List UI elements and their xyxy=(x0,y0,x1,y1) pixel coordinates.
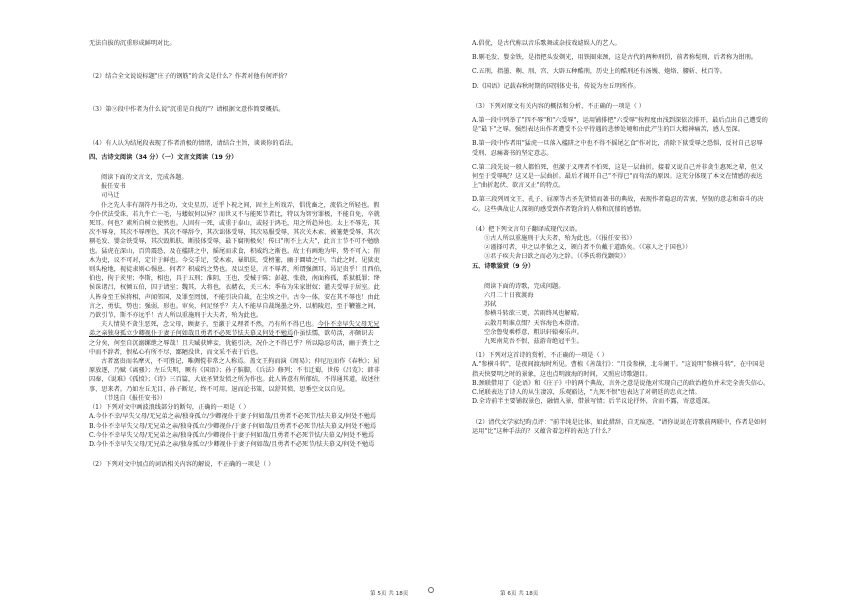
option-a[interactable]: A.第一段中列举了"四不辱"和"六受辱"，运用铺排把"六受辱"按程度由浅到深依次排开，最后点出自己遭受的 xyxy=(472,117,768,125)
poem-line: 云散月明谁点缀？天容海色本澄清。 xyxy=(484,319,583,327)
option-b[interactable]: B.今仆不幸早失父母/无兄弟之亲/独身孤立/少卿视仆/于妻子何如哉/且勇者不必死节/怯夫慕义/何处不勉焉 xyxy=(89,422,377,430)
page-number-right: 第 6页 共 18页 xyxy=(500,591,539,597)
option-a[interactable]: A."参横斗转"，是夜间渡海时所见。曹植《善哉行》："月没参横，北斗阑干。"这说明"参横斗转"，在中国是 xyxy=(472,361,765,369)
paragraph-3: 古者富贵而名摩灭，不可胜记，唯倜傥非常之人称焉。盖文王拘而演《周易》；仲尼厄而作《春秋》；屈 原放逐，乃赋《离骚》；左丘失明，厥有《国语》；孙子膑脚，《兵法》修列；不韦迁蜀，世传《吕览》；韩非 囚秦，《说难》《孤愤》；《诗》三百篇，大底圣贤发愤之所为作也。此人皆意有所郁结，不得通其道，故述往 事、思来者。乃如左丘无目，孙子断足，终不可用，退而论书策，以舒其愤，思垂空文以自见。 xyxy=(89,358,380,393)
question-4: （4）把下列文言句子翻译成现代汉语。 xyxy=(472,225,582,233)
page-number-left: 第 5页 共 18页 xyxy=(370,591,409,597)
section-heading-5: 五、诗歌鉴赏（9 分） xyxy=(472,262,535,270)
poem-instruction: 阅读下面的诗歌，完成问题。 xyxy=(484,282,565,290)
reading-instruction: 阅读下面的文言文，完成各题。 xyxy=(101,174,188,182)
poem-question-2: （2）清代文学家纪昀点评："前半纯是比体，如此措辞，自无痕迹。"请你说说在诗歌前两联中，作者是如何 xyxy=(472,418,767,426)
poem-line: 空余鲁叟乘桴意，粗识轩辕奏乐声。 xyxy=(484,328,583,336)
wavy-underlined-text: 今仆不幸早失父母无兄 xyxy=(317,321,380,329)
option-d[interactable]: D.全诗前半主要铺叙景色，融情入景，借景写情；后半议论抒怀，含而不露，寄意遥深。 xyxy=(472,398,714,406)
option-d[interactable]: D.《国语》记载春秋时期的国别体史书，传说为左丘明所作。 xyxy=(472,82,640,90)
question-1: （1）下列对文中画波浪线部分的断句，正确的一项是（ ） xyxy=(89,404,250,412)
right-page: A.倡优，是古代称以音乐歌舞或杂技戏谑娱人的艺人。 B.剔毛发、婴金铁，是指把头发剃光，用铁圈束颈，这是古代的两种刑罚，前者称髡刑，后者称为钳刑。 C.五刑，指墨、劓、刖、宫、大辟五种酷刑，历史上的酷刑还有汤镬、炮烙、腰斩、杖百等。 D.《国语》记载春秋时期的国别体史书，传说为左丘明所作。 （3）下列对原文有关内容的概括和分析，不正确的一项是（ ） A.第一段中列举了"四不辱"和"六受辱"，运用铺排把"六受辱"按程度由浅到深依次排开，最后点出自己遭受的 是"最下"之辱。强烈表达出作者遭受不公平待遇的悲惨处境和由此产生的巨大精神痛苦，感人至深。 B.第一段中作者用"猛虎一旦落入槛阱之中也不得不摇尾乞食"作对比，消除下狱受辱之恐惧，反衬自己忍辱 受刑、忍痛著书的坚定意志。 C.第二段先说一般人都怕死，但激于义理者不怕死，这是一层曲折。接着又说自己并非贪生惠死之辈，但又 何至于受辱呢？这又是一层曲折。最后才揭开自己"不得已"而苟活的原因。这充分体现了本文在情感的表达 上"曲折起伏、欲言又止"的特点。 D.第三段列周文王、孔子、屈原等古圣先贤愤而著书的典故，表现作者隐忍的苦衷、坚韧的意志和奋斗的决 心。这些典故让人深刻的感受到作者饱含的人格和沉郁的感情。 （4）把下列文言句子翻译成现代汉语。 ①古人所以重施刑于大夫者，殆为此也。（《报任安书》） ②谨择可者，申之以孝悌之义，颁白者不负戴于道路矣。（《寡人之于国也》） ③君子疾夫舍曰欲之而必为之辞。（《季氏将伐颛臾》） 五、诗歌鉴赏（9 分） 阅读下面的诗歌，完成问题。 六月二十日夜渡海 苏轼 参横斗转欲三更，苦雨终风也解晴。 云散月明谁点缀？天容海色本澄清。 空余鲁叟乘桴意，粗识轩辕奏乐声。 九死南荒吾不恨，兹游奇绝冠平生。 （1）下列对这首诗的赏析，不正确的一项是（ ） A."参横斗转"，是夜间渡海时所见。曹植《善哉行》："月没参横，北斗阑干。"这说明"参横斗转"，在中国是 指天快要明之时的景象，这也点明渡海的时间，又照应诗歌题目。 B.颈联借用了《论语》和《庄子》中的两个典故，言外之意是说他对实现自己的政治抱负并未完全丧失信心。 C.尾联表达了诗人的从生凄凉，乐观豁达，"九死不恨"也表达了对朝廷的忠贞之情。 D.全诗前半主要铺叙景色，融情入景，借景写情；后半议论抒怀，含而不露，寄意遥深。 （2）清代文学家纪昀点评："前半纯是比体，如此措辞，自无痕迹。"请你说说在诗歌前两联中，作者是如何 运用"比"这种手法的？又蕴含着怎样的表达了什么？ xyxy=(430,0,860,608)
option-c[interactable]: C.第二段先说一般人都怕死，但激于义理者不怕死，这是一层曲折。接着又说自己并非贪生惠死之辈，但又 xyxy=(472,163,764,171)
option-d[interactable]: D.第三段列周文王、孔子、屈原等古圣先贤愤而著书的典故，表现作者隐忍的苦衷、坚韧的意志和奋斗的决 xyxy=(472,196,764,204)
question-2: （2）结合全文说说标题"庄子的钢筋"的含义是什么？作者对他有何评价？ xyxy=(89,73,291,81)
poem-line: 九死南荒吾不恨，兹游奇绝冠平生。 xyxy=(484,338,583,346)
translation-2: ②谨择可者，申之以孝悌之义，颁白者不负戴于道路矣。（《寡人之于国也》） xyxy=(484,244,692,252)
option-d[interactable]: D.今仆不幸早失父母/无兄弟之亲/独身孤立/少卿视仆于妻子何如哉/且勇者不必死节/怯夫慕义/何处不勉焉 xyxy=(89,440,375,448)
poem-title: 六月二十日夜渡海 xyxy=(484,292,534,300)
source-note: （节选自《报任安书》） xyxy=(101,394,166,402)
option-c[interactable]: C.尾联表达了诗人的从生凄凉，乐观豁达，"九死不恨"也表达了对朝廷的忠贞之情。 xyxy=(472,389,701,397)
poem-question-1: （1）下列对这首诗的赏析，不正确的一项是（ ） xyxy=(472,352,608,360)
option-c[interactable]: C.五刑，指墨、劓、刖、宫、大辟五种酷刑，历史上的酷刑还有汤镬、炮烙、腰斩、杖百等。 xyxy=(472,68,726,76)
wavy-underlined-text-cont: 弟之亲独身孤立少卿视仆于妻子何如哉且勇者不必死节怯夫慕义何处不勉焉 xyxy=(89,330,294,338)
question-3: （3）下列对原文有关内容的概括和分析，不正确的一项是（ ） xyxy=(472,102,645,110)
binding-circle-icon xyxy=(428,587,434,593)
option-a[interactable]: A.今仆不幸/早失父母/无兄弟之亲/独身孤立/少卿视仆于妻子何如哉/且勇者不必死节/怯夫慕义/何处不勉焉 xyxy=(89,413,377,421)
poem-line: 参横斗转欲三更，苦雨终风也解晴。 xyxy=(484,310,583,318)
poem-author: 苏轼 xyxy=(484,301,497,309)
question-tail: 无法自拔的沉重形成鲜明对比。 xyxy=(89,40,176,47)
translation-1: ①古人所以重施刑于大夫者，殆为此也。（《报任安书》） xyxy=(484,235,636,243)
paragraph-2: 夫人情莫不贪生恶死，念父母，顾妻子，至激于义理者不然，乃有所不得已也。今仆不幸早失父母无兄 弟之亲独身孤立少卿视仆于妻子何如哉且勇者不必死节怯夫慕义何处不勉焉仆虽怯懦，欲苟活，亦颇识去 之分矣，何至自沉溺缧绁之辱哉！且夫臧获婢妾，犹能引决，况仆之不得已乎？所以隐忍苟活，幽于粪土之 中而不辞者，恨私心有所不尽，鄙陋没世，而文采不表于后也。 xyxy=(89,321,380,356)
section-heading-4: 四、古诗文阅读（34 分）（一）文言文阅读（19 分） xyxy=(89,153,238,161)
translation-3: ③君子疾夫舍曰欲之而必为之辞。（《季氏将伐颛臾》） xyxy=(484,253,630,261)
paragraph-1: 仆之先人非有剖符丹书之功，文史星历，近乎卜祝之间，固主上所戏弄，倡优畜之，流俗之所轻也。假 令仆伏法受诛，若九牛亡一毛，与蝼蚁何以异？而世又不与能死节者比，特以为智穷罪极，不能自免，卒就 死耳。何也？素所自树立使然也。人固有一死，或重于泰山，或轻于鸿毛，用之所趋异也。太上不辱先，其 次不辱身，其次不辱理色，其次不辱辞令，其次诎体受辱，其次易服受辱，其次关木索、被箠楚受辱，其次 剔毛发、婴金铁受辱，其次毁肌肤、断肢体受辱，最下腐刑极矣！传曰"刑不上大夫"，此言士节不可不勉励 也。猛虎在深山，百兽震恐，及在槛阱之中，摇尾而求食，积威约之渐也。故士有画地为牢，势不可入；削 木为吏，议不可对，定计于鲜也。今交手足，受木索，暴肌肤，受榜箠，幽于圜墙之中。当此之时，见狱吏 则头枪地，视徒隶则心惕息。何者？积威约之势也。及以至是，言不辱者，所谓强颜耳，曷足贵乎！且西伯， 伯也，拘于羑里；李斯，相也，具于五刑；淮阴，王也，受械于陈；彭越、张敖，南面称孤，系狱抵罪；绛 侯诛诸吕，权倾五伯，囚于请室；魏其，大将也，衣赭衣，关三木；季布为朱家钳奴；灌夫受辱于居室。此 人皆身至王侯将相，声闻邻国，及罪至罔加，不能引决自裁，在尘埃之中。古今一体，安在其不辱也！由此 言之，勇怯，势也；强弱，形也。审矣，何足怪乎？夫人不能早自裁绳墨之外，以稍陵迟，至于鞭箠之间， 乃欲引节，斯不亦远乎！古人所以重施刑于大夫者，殆为此也。 xyxy=(89,201,386,320)
article-title: 报任安书 xyxy=(101,183,126,191)
question-2b: （2）下列对文中加点的词语相关内容的解说，不正确的一项是（ ） xyxy=(89,461,275,469)
option-b[interactable]: B.剔毛发、婴金铁，是指把头发剃光，用铁圈束颈，这是古代的两种刑罚，前者称髡刑，后者称为钳刑。 xyxy=(472,54,757,62)
question-4: （4）有人认为结尾段表现了作者消极的情绪，请结合主旨，谈谈你的看法。 xyxy=(89,139,298,147)
article-author: 司马迁 xyxy=(101,192,120,200)
option-b[interactable]: B.第一段中作者用"猛虎一旦落入槛阱之中也不得不摇尾乞食"作对比，消除下狱受辱之恐惧，反衬自己忍辱 xyxy=(472,140,763,148)
option-c[interactable]: C.今仆不幸早失父母/无兄弟之亲/独身孤立/少卿视仆于妻子何如哉/且勇者不必死节怯/夫慕义/何处不勉焉 xyxy=(89,431,375,439)
option-a[interactable]: A.倡优，是古代称以音乐歌舞或杂技戏谑娱人的艺人。 xyxy=(472,40,621,47)
option-b[interactable]: B.颈联借用了《论语》和《庄子》中的两个典故，言外之意是说他对实现自己的政治抱负并未完全丧失信心。 xyxy=(472,379,770,387)
question-3: （3）第⑨段中作者为什么说"沉重是自找的"？请根据文意作简要概括。 xyxy=(89,106,285,114)
